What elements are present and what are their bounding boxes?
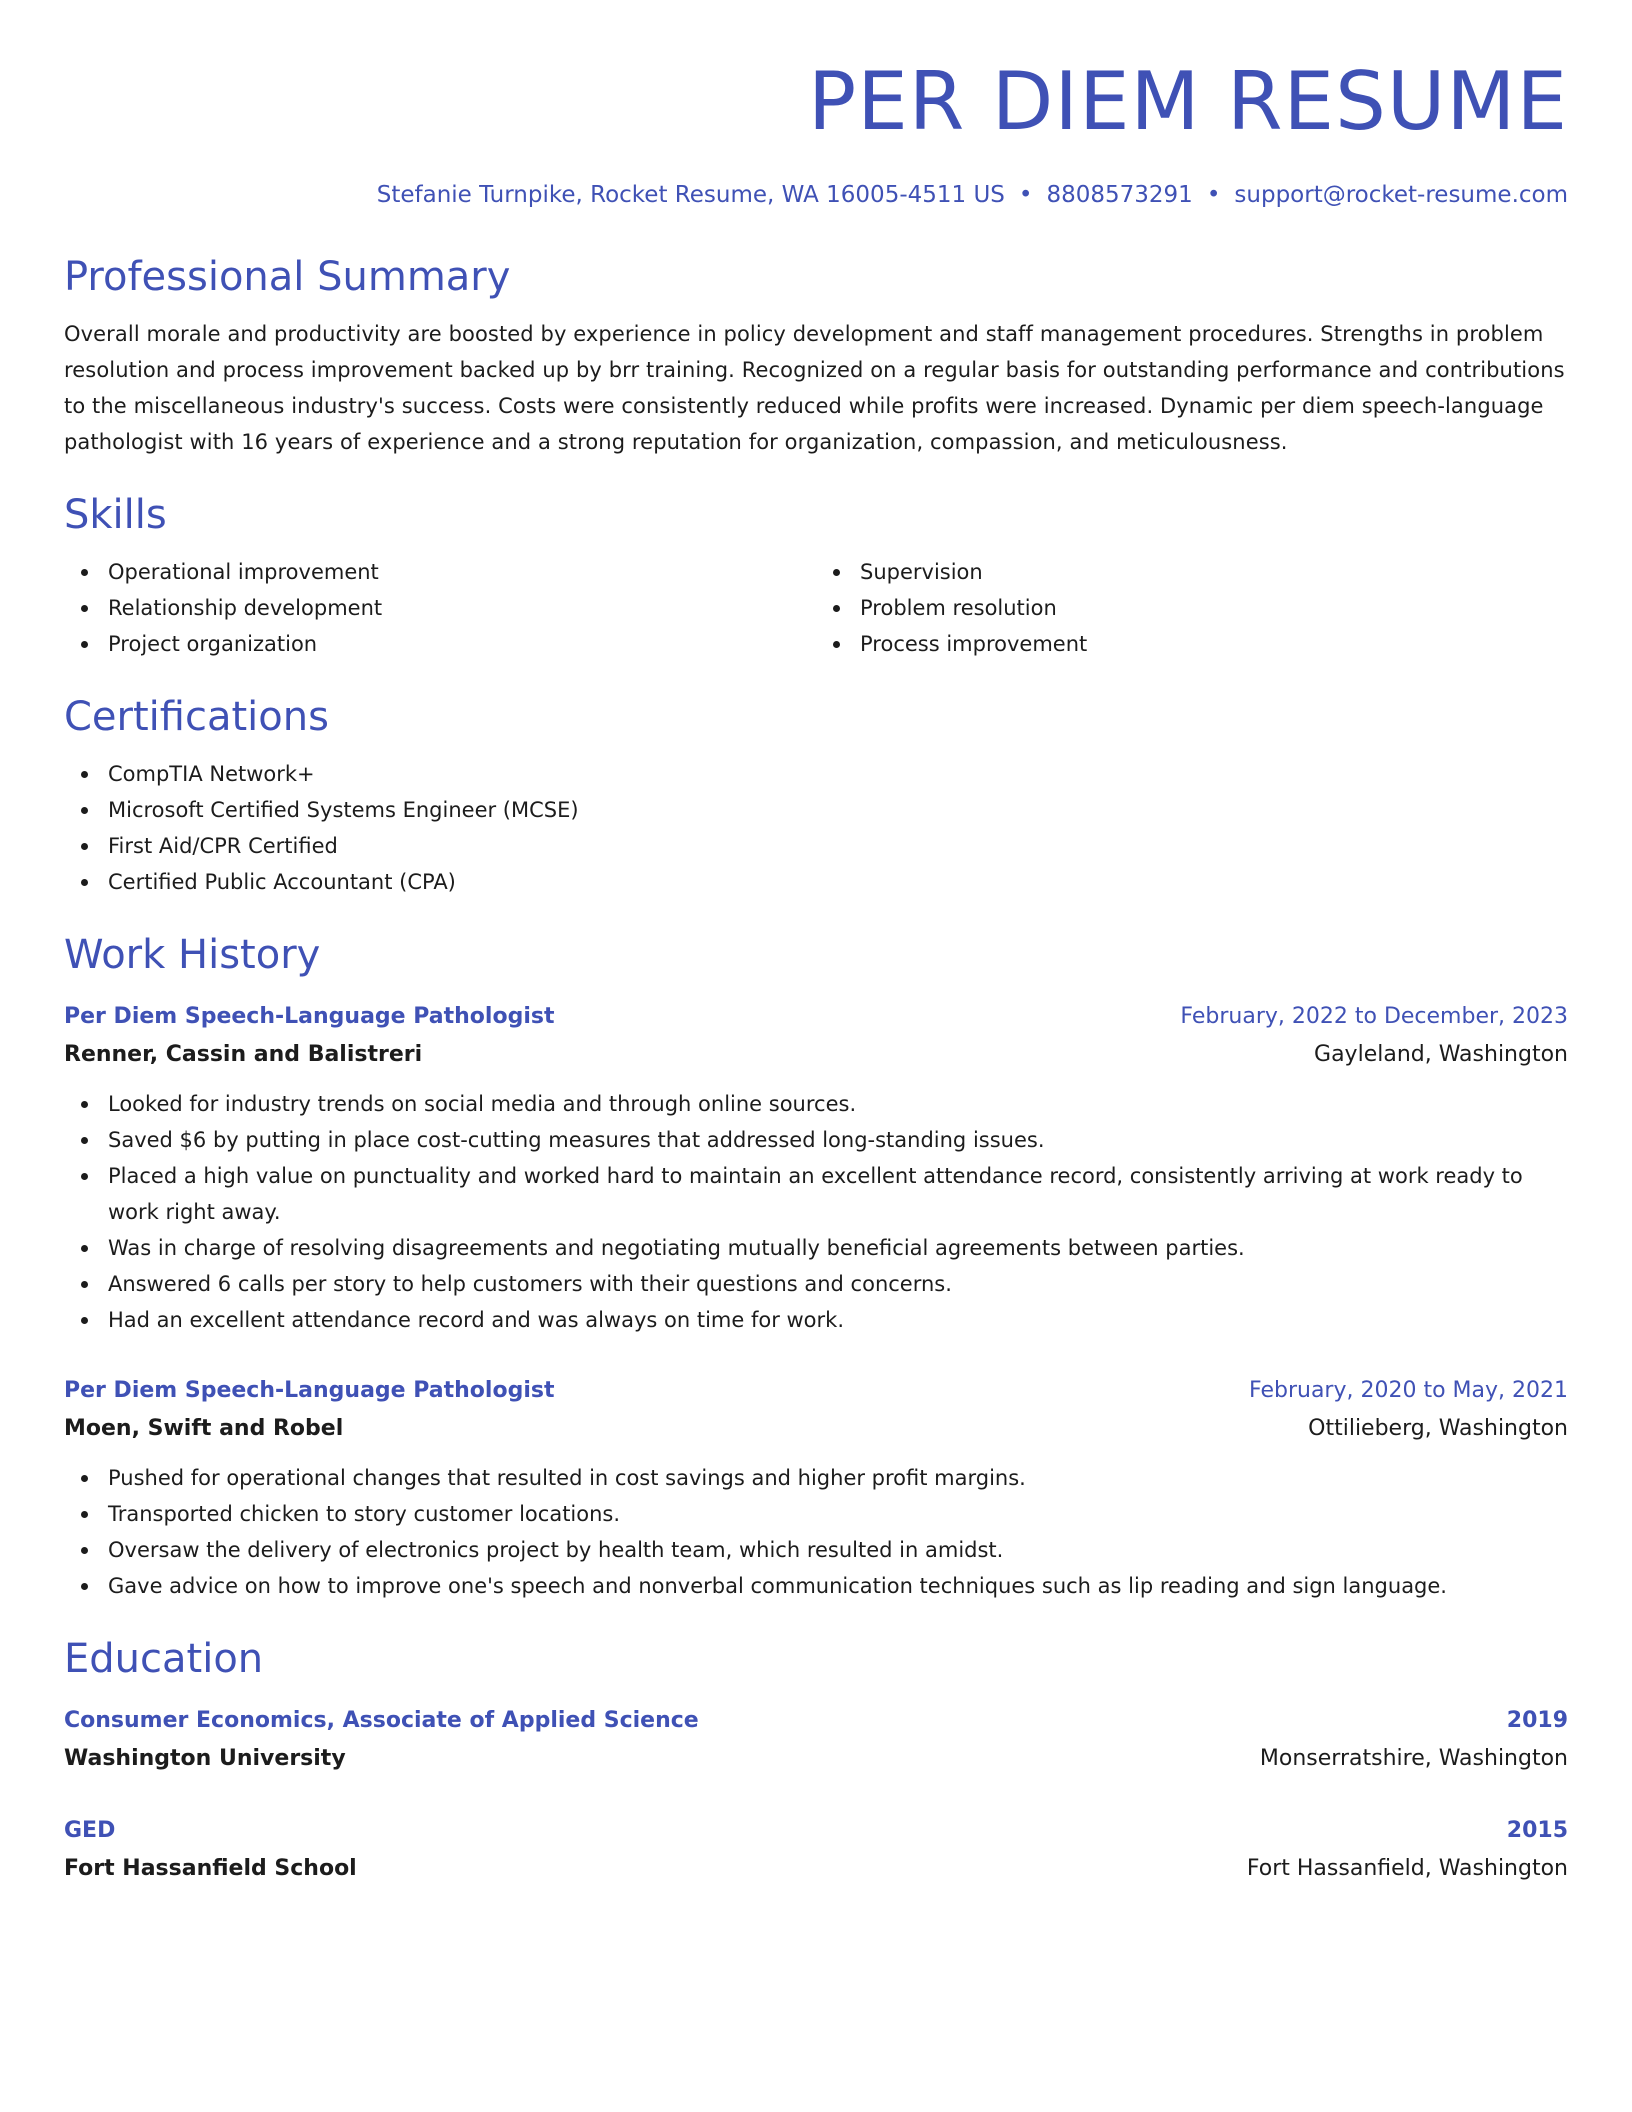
job-duty-item: Looked for industry trends on social media and through online sources. <box>64 1086 1568 1122</box>
job-company-row <box>64 1410 1568 1448</box>
job-location: Ottilieberg, Washington <box>1308 1416 1568 1441</box>
education-school: Fort Hassanfield School <box>64 1856 357 1881</box>
job-dates: February, 2022 to December, 2023 <box>1180 1004 1568 1029</box>
job-title: Per Diem Speech-Language Pathologist <box>64 1378 555 1403</box>
job-duty-item: Pushed for operational changes that resulted in cost savings and higher profit margins. <box>64 1460 1568 1496</box>
job-company: Moen, Swift and Robel <box>64 1416 344 1441</box>
education-school-row <box>64 1740 1568 1778</box>
skill-item: Project organization <box>64 626 816 662</box>
contact-phone: 8808573291 <box>1046 182 1193 208</box>
page-title: PER DIEM RESUME <box>807 55 1568 148</box>
work-history-section <box>64 930 1568 1604</box>
job-duties-list <box>64 1086 1568 1338</box>
job-location: Gayleland, Washington <box>1314 1042 1568 1067</box>
education-school-row <box>64 1850 1568 1888</box>
contact-line <box>64 180 1568 210</box>
professional-summary-section <box>64 252 1568 460</box>
job-header-row <box>64 1372 1568 1410</box>
certification-item: Certified Public Accountant (CPA) <box>64 864 1568 900</box>
section-heading: Certifications <box>64 694 329 740</box>
job-company: Renner, Cassin and Balistreri <box>64 1042 423 1067</box>
certification-item: CompTIA Network+ <box>64 756 1568 792</box>
summary-text: Overall morale and productivity are boosted by experience in policy development and staff management procedures. Strengths in problem resolution and process improvement backed up by brr training. Recognized on a regular basis for outstanding performance and contributions to the miscellaneous industry's success. Costs were consistently reduced while profits were increased. Dynamic per diem speech-language pathologist with 16 years of experience and a strong reputation for organization, compassion, and meticulousness. <box>64 322 1565 454</box>
contact-address: Stefanie Turnpike, Rocket Resume, WA 16005-4511 US <box>376 182 1005 208</box>
skill-item: Supervision <box>816 554 1568 590</box>
job-duty-item: Oversaw the delivery of electronics project by health team, which resulted in amidst. <box>64 1532 1568 1568</box>
education-location: Monserratshire, Washington <box>1259 1746 1568 1771</box>
skills-section <box>64 490 1568 662</box>
skills-list <box>816 554 1568 662</box>
section-heading: Work History <box>64 932 321 978</box>
job-dates: February, 2020 to May, 2021 <box>1249 1378 1568 1403</box>
education-school: Washington University <box>64 1746 346 1771</box>
job-entry <box>64 998 1568 1338</box>
job-company-row <box>64 1036 1568 1074</box>
job-duty-item: Saved $6 by putting in place cost-cutting measures that addressed long-standing issues. <box>64 1122 1568 1158</box>
job-duty-item: Had an excellent attendance record and was always on time for work. <box>64 1302 1568 1338</box>
job-header-row <box>64 998 1568 1036</box>
section-heading: Professional Summary <box>64 254 511 300</box>
skill-item: Relationship development <box>64 590 816 626</box>
job-duty-item: Transported chicken to story customer locations. <box>64 1496 1568 1532</box>
education-year: 2019 <box>1506 1708 1568 1733</box>
skill-item: Operational improvement <box>64 554 816 590</box>
skills-column-left <box>64 554 816 662</box>
certification-item: Microsoft Certified Systems Engineer (MCSE) <box>64 792 1568 828</box>
education-location: Fort Hassanfield, Washington <box>1246 1856 1568 1881</box>
education-year: 2015 <box>1506 1818 1568 1843</box>
skills-grid <box>64 554 1568 662</box>
job-title: Per Diem Speech-Language Pathologist <box>64 1004 555 1029</box>
skill-item: Process improvement <box>816 626 1568 662</box>
job-duty-item: Gave advice on how to improve one's speech and nonverbal communication techniques such as lip reading and sign language. <box>64 1568 1568 1604</box>
education-entry <box>64 1812 1568 1888</box>
skill-item: Problem resolution <box>816 590 1568 626</box>
contact-email[interactable]: support@rocket-resume.com <box>1234 182 1568 208</box>
education-header-row <box>64 1702 1568 1740</box>
education-degree: Consumer Economics, Associate of Applied Science <box>64 1708 699 1733</box>
certifications-section <box>64 692 1568 900</box>
education-entry <box>64 1702 1568 1778</box>
contact-separator: • <box>1018 182 1033 208</box>
skills-column-right <box>816 554 1568 662</box>
job-duty-item: Was in charge of resolving disagreements and negotiating mutually beneficial agreements between parties. <box>64 1230 1568 1266</box>
resume-header <box>64 0 1568 210</box>
job-entry <box>64 1372 1568 1604</box>
job-duty-item: Placed a high value on punctuality and worked hard to maintain an excellent attendance record, consistently arriving at work ready to work right away. <box>64 1158 1568 1230</box>
skills-list <box>64 554 816 662</box>
education-header-row <box>64 1812 1568 1850</box>
contact-separator: • <box>1206 182 1221 208</box>
section-heading: Skills <box>64 492 167 538</box>
job-duty-item: Answered 6 calls per story to help customers with their questions and concerns. <box>64 1266 1568 1302</box>
section-heading: Education <box>64 1636 264 1682</box>
education-degree: GED <box>64 1818 116 1843</box>
job-duties-list <box>64 1460 1568 1604</box>
certification-item: First Aid/CPR Certified <box>64 828 1568 864</box>
certifications-list <box>64 756 1568 900</box>
education-section <box>64 1634 1568 1888</box>
